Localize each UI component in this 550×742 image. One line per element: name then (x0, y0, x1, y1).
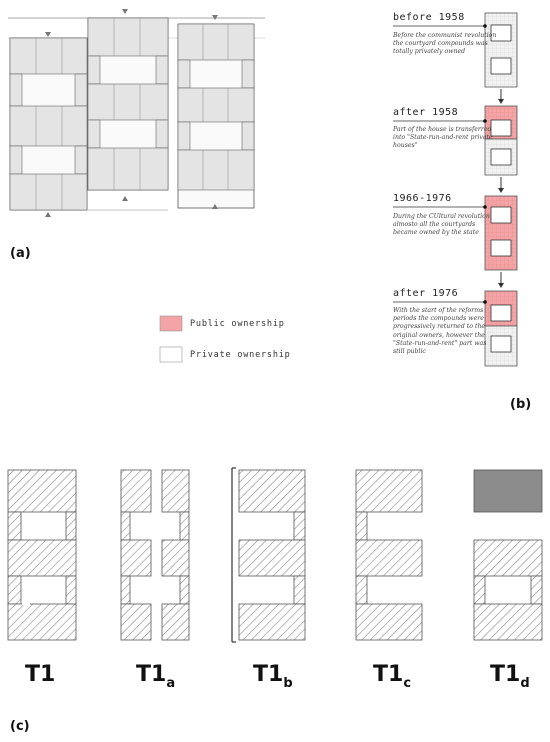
plan-column-3 (178, 15, 254, 209)
typology-t1b (232, 468, 305, 642)
typology-t1a (121, 470, 189, 640)
plan-column-1 (10, 32, 87, 217)
typology-label-t1c (373, 662, 411, 691)
typology-label-t1 (25, 662, 55, 691)
timeline-year: after 1976 (393, 288, 459, 299)
typology-label-t1d (490, 662, 530, 691)
typology-t1c (356, 470, 422, 640)
typology-label-sub: b (283, 676, 293, 691)
private-ownership-swatch (160, 347, 182, 362)
panel-label-b: (b) (510, 397, 532, 412)
timeline-description: Before the communist revolution the courtyard compounds was totally privately owned (393, 32, 497, 56)
public-ownership-swatch (160, 316, 182, 331)
typology-t1 (8, 470, 76, 640)
timeline-description: During the CUltural revolution almosto all the courtyards became owned by the state (393, 213, 490, 237)
legend-private-label: Private ownership (190, 350, 291, 360)
typology-label-sub: c (403, 676, 412, 691)
typology-label-sub: d (520, 676, 530, 691)
typology-label-sub: a (166, 676, 176, 691)
typology-label-base: T1 (490, 662, 521, 687)
timeline-description: With the start of the reforms periods the compounds were progressively returned to the original owners, however the "State-run-and-rent" part was still public (393, 307, 487, 356)
typology-label-base: T1 (25, 662, 56, 687)
timeline-year: before 1958 (393, 12, 465, 23)
typology-label-base: T1 (373, 662, 404, 687)
typology-label-t1b (253, 662, 293, 691)
timeline-year: after 1958 (393, 107, 459, 118)
typology-label-base: T1 (253, 662, 284, 687)
plan-column-2 (88, 9, 168, 210)
timeline-description: Part of the house is transferred into "State-run-and-rent private houses" (393, 126, 493, 150)
timeline-year: 1966-1976 (393, 193, 452, 204)
panel-label-a: (a) (10, 246, 31, 261)
panel-label-c: (c) (10, 719, 30, 734)
legend-public-label: Public ownership (190, 319, 285, 329)
typology-label-base: T1 (136, 662, 167, 687)
typology-t1d (474, 470, 542, 640)
typology-label-t1a (136, 662, 175, 691)
